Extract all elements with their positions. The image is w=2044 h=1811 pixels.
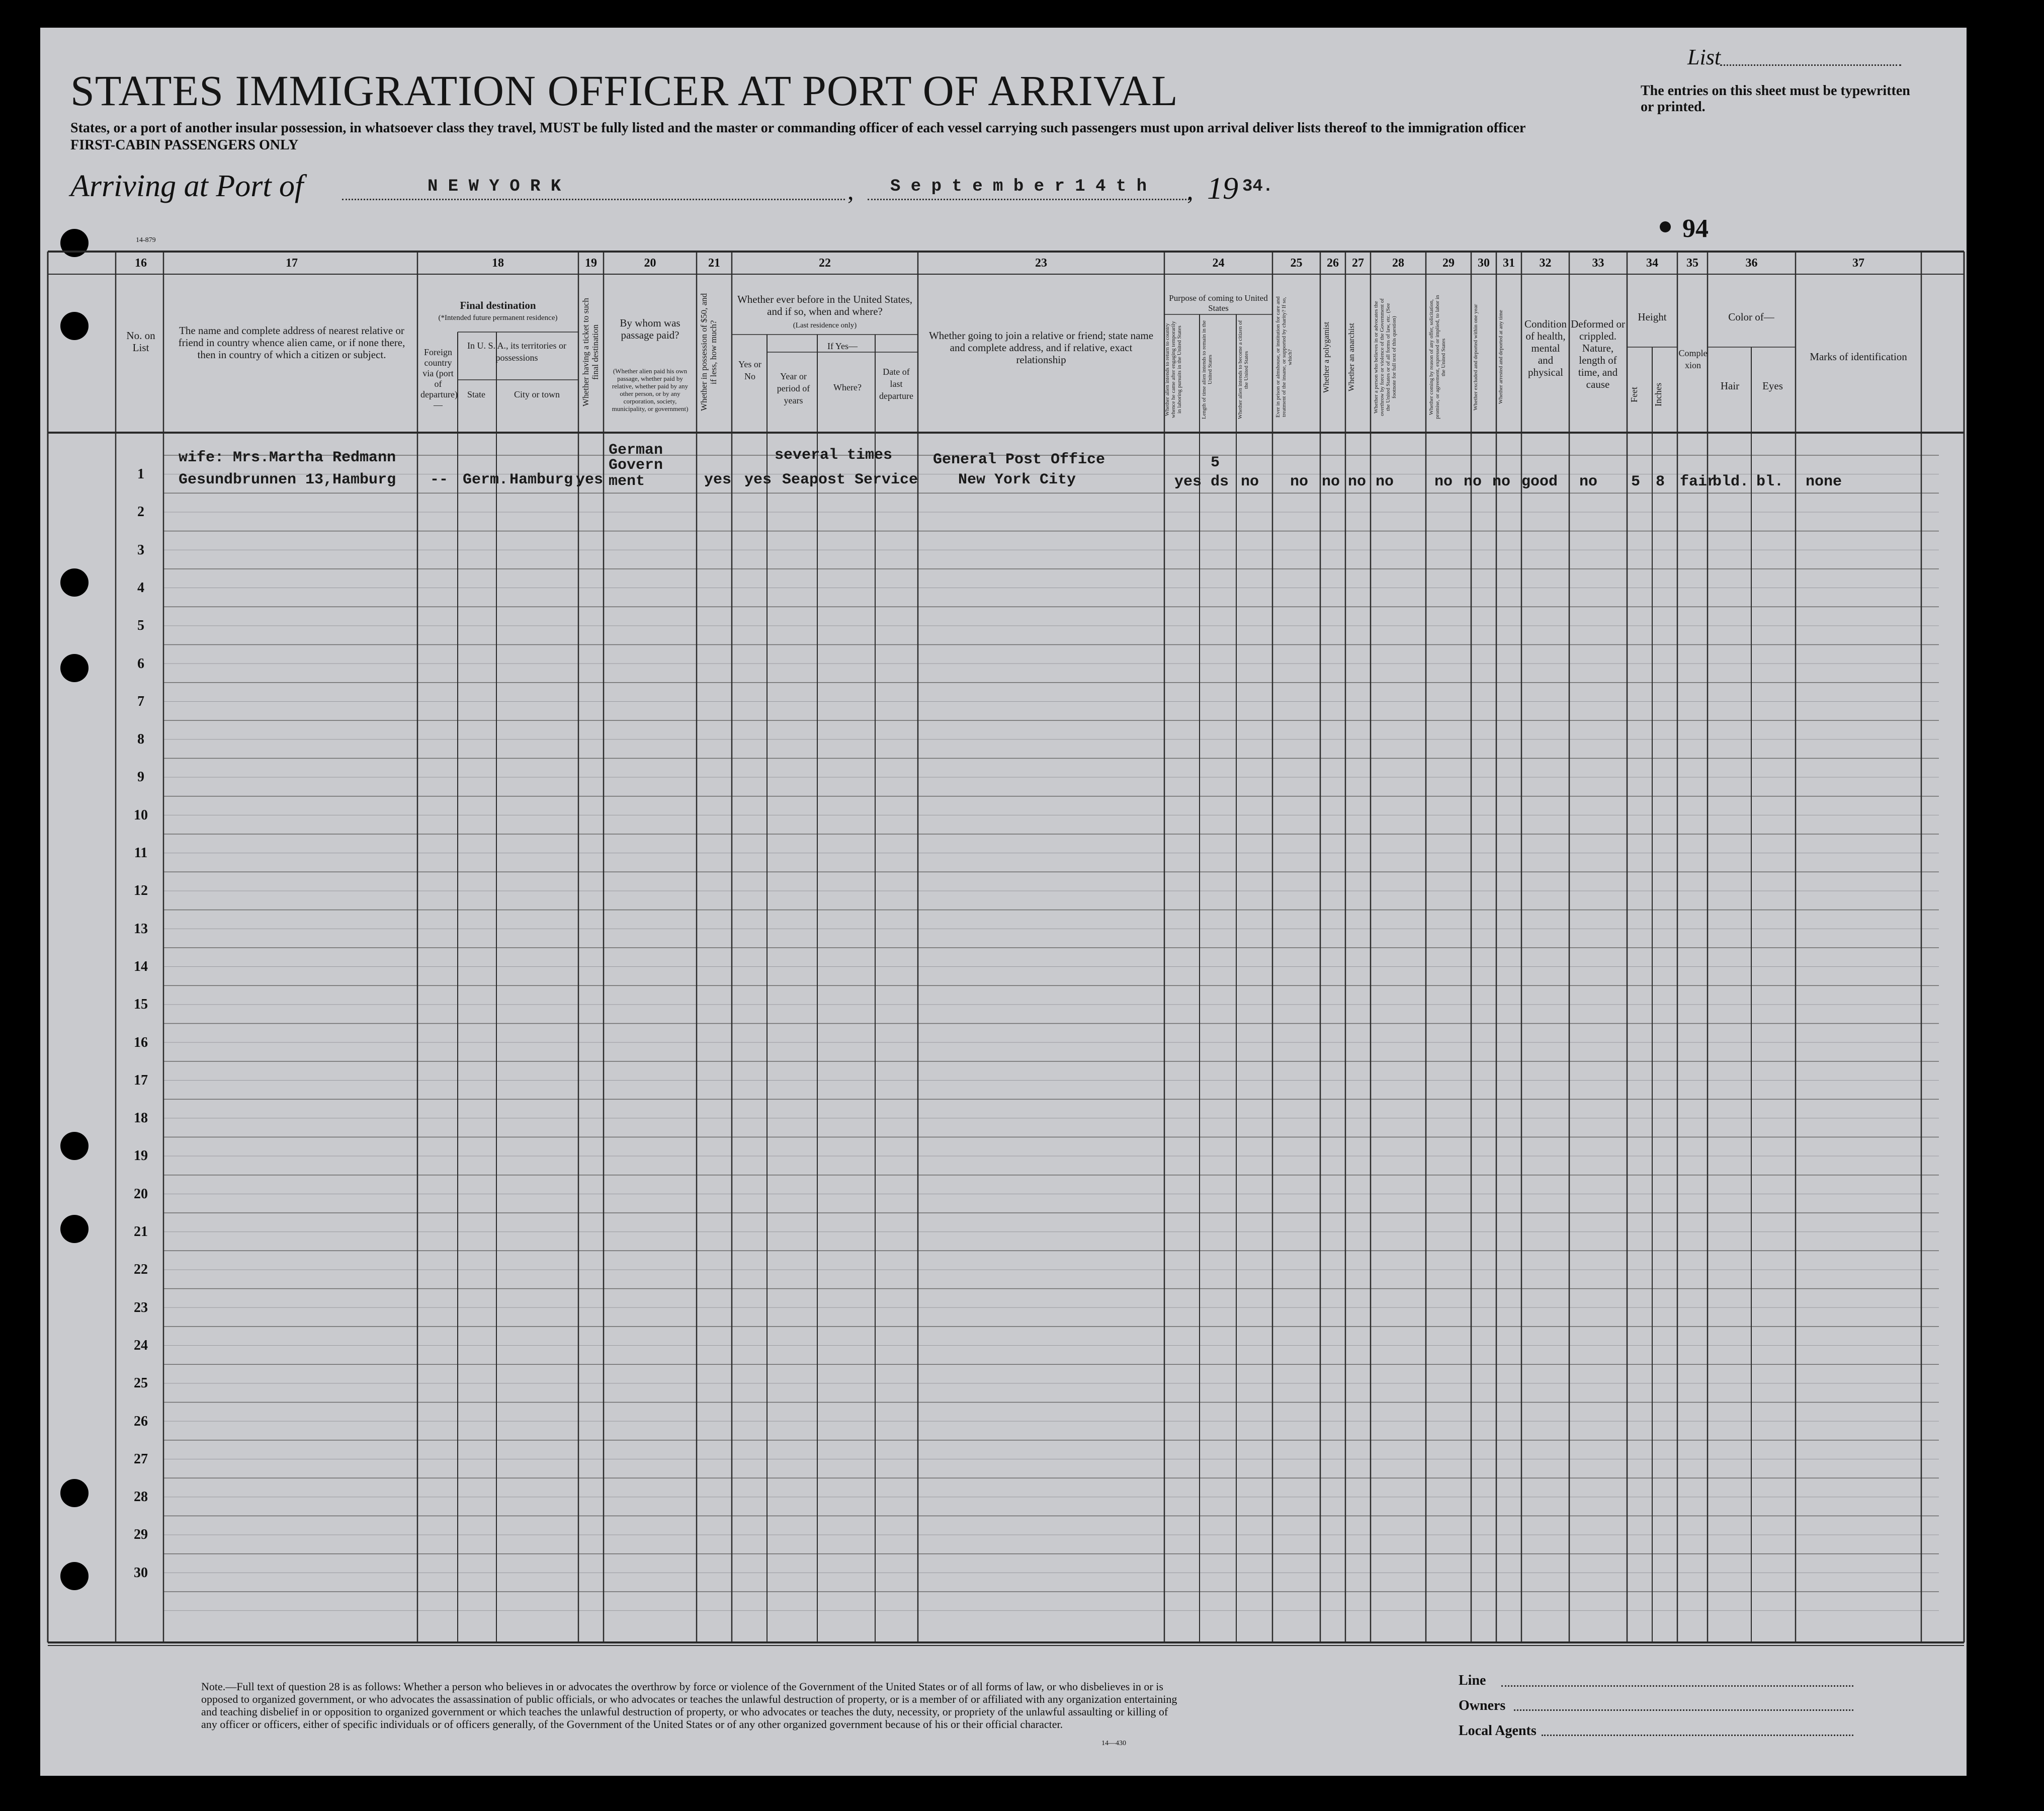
relative-line-2: Gesundbrunnen 13,Hamburg xyxy=(179,471,396,488)
header-no-on-list: No. on List xyxy=(126,330,155,354)
return-intent-value: yes xyxy=(1174,473,1202,490)
header-foreign-country: Foreign country via (port of departure)— xyxy=(420,347,458,410)
feet-value: 5 xyxy=(1631,473,1641,490)
col-number: 26 xyxy=(1327,257,1339,270)
form-code: 14-879 xyxy=(136,236,156,244)
join-line-2: New York City xyxy=(958,471,1076,488)
row-number: 27 xyxy=(134,1451,148,1467)
header-yes-or-no: Yes or No xyxy=(738,359,761,381)
inches-value: 8 xyxy=(1656,473,1665,490)
header-deported: Whether arrested and deported at any time xyxy=(1498,310,1504,404)
subtitle-line-1: States, or a port of another insular possession, in whatsoever class they travel, MUST be fully listed and the master or commanding officer of each vessel carrying such passengers must upon arrival deliver lists thereof to the immigration officer xyxy=(70,120,1526,136)
length-unit: ds xyxy=(1211,473,1229,490)
header-overthrow: Whether a person who believes in or advocates the overthrow by force or violence of the Government of the United States or of all forms of law, etc. (See footnote for full text of this question) xyxy=(1373,298,1397,416)
col-number: 17 xyxy=(286,257,298,270)
row-number: 10 xyxy=(134,807,148,823)
col-number: 24 xyxy=(1212,257,1225,270)
col-number: 37 xyxy=(1852,257,1864,270)
header-purpose: Purpose of coming to United States xyxy=(1169,293,1268,313)
header-state: State xyxy=(467,389,485,399)
header-deformed: Deformed or crippled. Nature, length of time, and cause xyxy=(1571,318,1625,390)
page-number: 94 xyxy=(1682,214,1709,243)
row-number: 3 xyxy=(137,542,144,558)
year-suffix: 34. xyxy=(1242,177,1273,196)
ever-before-value: yes xyxy=(744,471,772,488)
header-in-usa: In U. S. A., its territories or possessions xyxy=(467,341,566,363)
row-number: 17 xyxy=(134,1072,148,1088)
header-possession-50: Whether in possession of $50, and if less, how much? xyxy=(699,293,718,411)
year-prefix: 19 xyxy=(1207,172,1238,206)
col-number: 16 xyxy=(135,257,147,270)
header-ticket: Whether having a ticket to such final destination xyxy=(581,298,600,406)
col-number: 23 xyxy=(1035,257,1047,270)
comma: , xyxy=(1187,177,1194,205)
header-condition: Condition of health, mental and physical xyxy=(1524,318,1567,378)
col-number: 25 xyxy=(1290,257,1303,270)
header-complexion: Complexion xyxy=(1678,348,1708,370)
condition-value: good xyxy=(1521,473,1558,490)
col-number: 29 xyxy=(1442,257,1455,270)
header-length-of-stay: Length of time alien intends to remain in the United States xyxy=(1201,320,1213,420)
row-number: 14 xyxy=(134,958,148,974)
header-height: Height xyxy=(1638,311,1667,323)
footer-code: 14—430 xyxy=(1101,1740,1126,1747)
header-excluded: Whether excluded and deported within one year xyxy=(1473,304,1479,410)
row-number: 26 xyxy=(134,1413,148,1429)
header-final-destination-note: (*Intended future permanent residence) xyxy=(438,314,558,322)
hair-value: bld. xyxy=(1713,473,1749,490)
eyes-value: bl. xyxy=(1756,473,1784,490)
row-number: 7 xyxy=(137,693,144,709)
line-blank xyxy=(1501,1685,1853,1687)
header-nearest-relative: The name and complete address of nearest relative or friend in country whence alien came, or if none there, then in country of which a citizen or subject. xyxy=(178,324,405,361)
header-eyes: Eyes xyxy=(1762,380,1783,392)
typewritten-note: The entries on this sheet must be typewritten or printed. xyxy=(1641,83,1910,115)
owners-label: Owners xyxy=(1459,1698,1506,1713)
row-number: 9 xyxy=(137,769,144,785)
arriving-label: Arriving at Port of xyxy=(70,169,304,203)
header-prison: Ever in prison or almshouse, or institution for care and treatment of the insane, or supported by charity? If so, which? xyxy=(1275,296,1293,418)
header-year-period: Year or period of years xyxy=(777,371,810,405)
header-return-intent: Whether alien intends to return to country whence he came after engaging temporarily in laboring pursuits in the United States xyxy=(1164,321,1182,419)
header-anarchist: Whether an anarchist xyxy=(1347,323,1356,391)
header-date-departure: Date of last departure xyxy=(879,367,913,401)
row-number: 24 xyxy=(134,1337,148,1353)
owners-blank xyxy=(1514,1709,1853,1711)
header-join-relative: Whether going to join a relative or friend; state name and complete address, and if relative, exact relationship xyxy=(928,330,1154,366)
col-number: 31 xyxy=(1503,257,1515,270)
col-number: 27 xyxy=(1352,257,1364,270)
paid-by-line-2: Govern xyxy=(609,457,663,474)
row-number: 2 xyxy=(137,504,144,520)
row-number: 22 xyxy=(134,1262,148,1278)
header-passage-note: (Whether alien paid his own passage, whether paid by relative, whether paid by any other person, or by any corporation, society, municipality, or government) xyxy=(612,367,689,413)
col-number: 28 xyxy=(1392,257,1404,270)
row-number: 6 xyxy=(137,655,144,672)
col-number: 21 xyxy=(708,257,720,270)
line-label: Line xyxy=(1459,1673,1486,1688)
col-number: 36 xyxy=(1745,257,1758,270)
header-city: City or town xyxy=(514,389,560,399)
state-value: Germ. xyxy=(463,471,508,488)
polygamist-value: no xyxy=(1322,473,1340,490)
row-number: 11 xyxy=(134,845,148,861)
row-number: 21 xyxy=(134,1224,148,1240)
col-number: 22 xyxy=(819,257,831,270)
anarchist-value: no xyxy=(1348,473,1367,490)
excluded-value: no xyxy=(1464,473,1482,490)
subtitle-line-2: FIRST-CABIN PASSENGERS ONLY xyxy=(70,137,299,153)
row-number: 5 xyxy=(137,618,144,634)
row-number: 8 xyxy=(137,731,144,748)
agents-label: Local Agents xyxy=(1459,1723,1537,1739)
header-hair: Hair xyxy=(1720,380,1740,392)
header-where: Where? xyxy=(833,382,862,392)
offer-value: no xyxy=(1434,473,1453,490)
join-line-1: General Post Office xyxy=(933,451,1105,468)
header-if-yes: If Yes— xyxy=(827,341,858,351)
possession-value: yes xyxy=(704,471,732,488)
row-number: 23 xyxy=(134,1299,148,1315)
ticket-value: yes xyxy=(576,471,604,488)
col-number: 30 xyxy=(1478,257,1490,270)
date-value: S e p t e m b e r 1 4 t h xyxy=(890,177,1147,196)
header-inches: Inches xyxy=(1653,383,1663,407)
length-number: 5 xyxy=(1211,454,1220,471)
header-offer: Whether coming by reason of any offer, solicitation, promise, or agreement, expressed or implied, to labor in the United States xyxy=(1428,295,1446,420)
header-final-destination: Final destination xyxy=(460,299,536,311)
page-title: STATES IMMIGRATION OFFICER AT PORT OF ARRIVAL xyxy=(70,66,1178,115)
header-passage-paid: By whom was passage paid? xyxy=(620,317,680,341)
deported-value: no xyxy=(1492,473,1511,490)
marks-value: none xyxy=(1806,473,1842,490)
paid-by-line-3: ment xyxy=(609,473,645,490)
row-number: 13 xyxy=(134,921,148,937)
row-number: 25 xyxy=(134,1375,148,1391)
row-number: 29 xyxy=(134,1527,148,1543)
complexion-value: fair xyxy=(1680,473,1717,490)
row-number: 12 xyxy=(134,883,148,899)
list-label: List xyxy=(1687,45,1721,69)
relative-line-1: wife: Mrs.Martha Redmann xyxy=(179,449,396,466)
header-feet: Feet xyxy=(1629,387,1639,403)
col-number: 32 xyxy=(1539,257,1552,270)
row-number: 1 xyxy=(137,466,144,482)
header-last-residence: (Last residence only) xyxy=(793,321,857,330)
overthrow-value: no xyxy=(1376,473,1394,490)
row-number: 16 xyxy=(134,1034,148,1050)
row-number: 19 xyxy=(134,1148,148,1164)
comma: , xyxy=(847,177,854,205)
header-polygamist: Whether a polygamist xyxy=(1322,321,1331,393)
row-number: 15 xyxy=(134,997,148,1013)
header-color-of: Color of— xyxy=(1728,311,1774,323)
header-marks: Marks of identification xyxy=(1810,351,1907,363)
col-number: 19 xyxy=(585,257,597,270)
port-value: N E W Y O R K xyxy=(428,177,561,196)
row-number: 20 xyxy=(134,1186,148,1202)
row-number: 18 xyxy=(134,1110,148,1126)
where-value: Seapost Service xyxy=(782,471,918,488)
prison-value: no xyxy=(1290,473,1309,490)
agents-blank xyxy=(1542,1735,1853,1736)
citizen-value: no xyxy=(1241,473,1259,490)
row-number: 28 xyxy=(134,1489,148,1505)
header-citizen-intent: Whether alien intends to become a citizen of the United States xyxy=(1237,320,1249,420)
row-number: 4 xyxy=(137,580,144,596)
col-number: 33 xyxy=(1592,257,1604,270)
city-value: Hamburg xyxy=(509,471,573,488)
row-number: 30 xyxy=(134,1565,148,1581)
col-number: 34 xyxy=(1646,257,1658,270)
period-value: several times xyxy=(775,447,893,464)
header-ever-before: Whether ever before in the United States, and if so, when and where? xyxy=(737,293,913,317)
deformed-value: no xyxy=(1579,473,1598,490)
col-number: 20 xyxy=(644,257,656,270)
col-number: 18 xyxy=(492,257,504,270)
paid-by-line-1: German xyxy=(609,442,663,459)
col-number: 35 xyxy=(1686,257,1698,270)
foreign-country-value: -- xyxy=(430,471,449,488)
footnote: Note.—Full text of question 28 is as follows: Whether a person who believes in or advocates the overthrow by force or violence of the Government of the United States or of all forms of law, or who disbelieves in or is opposed to organized government, or who advocates the assassination of public officials, or who advocates or teaches the unlawful destruction of property, or is a member of or affiliated with any organization entertaining and teaching disbelief in or opposition to organized government or which teaches the unlawful destruction of property, or who advocates or teaches the duty, necessity, or propriety of the unlawful assaulting or killing of any officer or officers, either of specific individuals or of officers generally, of the Government of the United States or of any other organized government because of his or their official character. xyxy=(201,1680,1177,1731)
